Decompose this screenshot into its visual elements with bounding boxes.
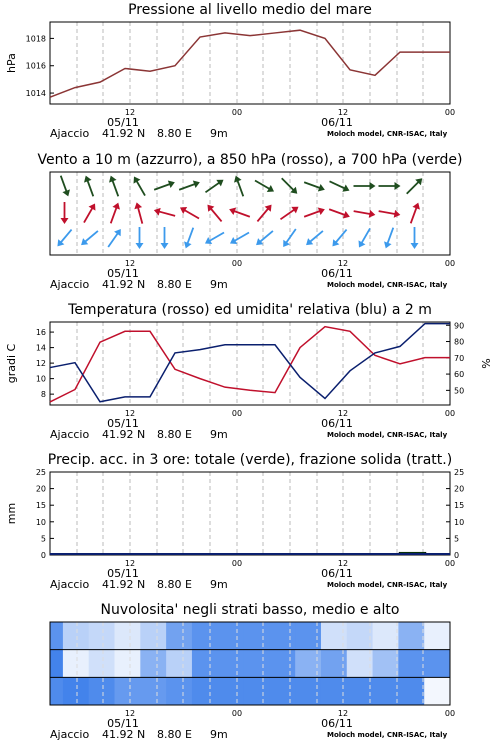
wind-arrow [203, 176, 226, 195]
site-name: Ajaccio [50, 127, 90, 140]
x-tick-label: 12 [124, 709, 136, 718]
y-axis-label: hPa [5, 53, 18, 73]
cloud-cell [295, 677, 321, 705]
cloud-cell [89, 650, 115, 678]
site-lat: 41.92 N [102, 728, 146, 741]
y2-tick-label: 60 [454, 370, 465, 380]
wind-arrow-head [178, 204, 187, 214]
wind-arrow [382, 226, 397, 249]
credit: Moloch model, CNR-ISAC, Italy [327, 731, 448, 739]
site-elev: 9m [210, 428, 228, 441]
wind-arrow-head [203, 237, 212, 247]
wind-arrow [182, 226, 197, 249]
y-tick-label: 10 [35, 374, 46, 384]
wind-arrow-shaft [112, 179, 118, 196]
site-lon: 8.80 E [157, 428, 192, 441]
wind-arrow [411, 227, 419, 249]
wind-arrow [303, 205, 326, 220]
wind-arrow-head [62, 189, 72, 197]
wind-arrow-shaft [259, 231, 273, 243]
cloud-cell [218, 622, 244, 650]
wind-arrow-shaft [111, 206, 117, 223]
cloud-cell [269, 650, 295, 678]
wind-arrow [378, 207, 401, 219]
cloud-cell [398, 650, 424, 678]
wind-arrow-shaft [60, 230, 72, 244]
cloud-cell [89, 677, 115, 705]
wind-arrow-head [343, 211, 351, 221]
y2-axis-label: % [480, 358, 493, 369]
wind-arrow [61, 202, 69, 224]
wind-arrow-head [114, 227, 124, 237]
cloud-cell [295, 622, 321, 650]
y-tick-label: 10 [35, 517, 46, 527]
date-label: 05/11 [107, 116, 139, 129]
cloud-cell [269, 677, 295, 705]
chart-title: Vento a 10 m (azzurro), a 850 hPa (rosso), a 700 hPa (verde) [37, 152, 463, 168]
cloud-cell [269, 622, 295, 650]
wind-arrow [81, 201, 99, 224]
site-name: Ajaccio [50, 278, 90, 291]
wind-arrow-shaft [84, 207, 93, 223]
y-tick-label: 5 [40, 534, 46, 544]
credit: Moloch model, CNR-ISAC, Italy [327, 431, 448, 439]
wind-arrow [133, 201, 146, 224]
cloud-cell [373, 650, 399, 678]
wind-arrow-head [136, 243, 144, 249]
wind-arrow-head [370, 182, 376, 190]
chart-title: Nuvolosita' negli strati basso, medio e alto [100, 602, 400, 618]
wind-arrow-head [161, 243, 169, 249]
wind-arrow-head [318, 184, 326, 194]
temperature-line [50, 327, 450, 402]
y-axis-label: gradi C [5, 343, 18, 384]
site-lat: 41.92 N [102, 127, 146, 140]
y2-tick-label: 5 [454, 534, 460, 544]
x-tick-label: 00 [231, 409, 243, 418]
cloud-cell [63, 650, 89, 678]
cloud-cell [140, 677, 166, 705]
wind-arrow [328, 178, 351, 195]
wind-arrow-shaft [183, 210, 199, 219]
y2-tick-label: 25 [454, 468, 465, 477]
site-lon: 8.80 E [157, 578, 192, 591]
cloud-cell [63, 622, 89, 650]
wind-arrow [328, 205, 351, 220]
date-label: 06/11 [321, 417, 353, 430]
cloud-cell [115, 650, 141, 678]
y2-tick-label: 15 [454, 501, 465, 511]
cloud-cell [424, 677, 450, 705]
wind-arrow-shaft [329, 209, 346, 215]
cloud-cell [218, 677, 244, 705]
wind-arrow-shaft [108, 232, 118, 247]
y-tick-label: 15 [35, 501, 46, 511]
y2-tick-label: 50 [454, 386, 465, 396]
cloud-cell [424, 622, 450, 650]
site-elev: 9m [210, 127, 228, 140]
cloud-cell [192, 622, 218, 650]
wind-arrow [232, 174, 247, 197]
credit: Moloch model, CNR-ISAC, Italy [327, 281, 448, 289]
cloud-cell [63, 677, 89, 705]
wind-arrow-shaft [138, 206, 143, 223]
x-tick-label: 00 [444, 108, 456, 117]
date-label: 05/11 [107, 567, 139, 580]
wind-arrow [407, 201, 422, 224]
cloud-cell [166, 677, 192, 705]
cloud-cell [373, 677, 399, 705]
wind-arrow-shaft [208, 233, 224, 242]
y2-tick-label: 70 [454, 353, 465, 363]
wind-arrow [153, 178, 176, 193]
wind-arrow-head [89, 201, 99, 210]
y2-tick-label: 20 [454, 484, 465, 494]
cloud-cell [115, 677, 141, 705]
wind-arrow-shaft [87, 179, 93, 196]
y-tick-label: 0 [40, 551, 46, 560]
cloud-cell [89, 622, 115, 650]
wind-arrow-head [280, 240, 290, 250]
wind-arrow-shaft [304, 182, 321, 188]
wind-arrow-head [193, 178, 201, 188]
site-lat: 41.92 N [102, 428, 146, 441]
x-tick-label: 12 [124, 259, 136, 268]
x-tick-label: 00 [231, 108, 243, 117]
wind-arrow-head [318, 205, 326, 215]
wind-arrow-head [267, 185, 276, 195]
site-name: Ajaccio [50, 728, 90, 741]
wind-arrow [136, 227, 144, 249]
y-tick-label: 12 [35, 359, 46, 369]
wind-arrow-shaft [205, 182, 220, 192]
wind-arrow-head [342, 184, 351, 194]
date-label: 05/11 [107, 417, 139, 430]
wind-arrow [404, 175, 425, 196]
cloud-cell [347, 650, 373, 678]
plot-frame [50, 22, 450, 104]
wind-arrow [304, 228, 326, 248]
wind-arrow [228, 205, 251, 220]
y-tick-label: 1016 [25, 61, 46, 71]
y-tick-label: 25 [35, 468, 46, 477]
cloud-cell [373, 622, 399, 650]
site-lon: 8.80 E [157, 278, 192, 291]
cloud-cell [140, 622, 166, 650]
pressure-line [50, 30, 450, 97]
wind-arrow-shaft [187, 228, 193, 245]
cloud-cell [244, 622, 270, 650]
wind-arrow [178, 204, 201, 222]
wind-arrow [254, 228, 276, 248]
panel-2 [37, 152, 462, 291]
x-tick-label: 12 [337, 259, 349, 268]
wind-arrow-shaft [335, 230, 347, 244]
cloud-cell [166, 622, 192, 650]
cloud-cell [115, 622, 141, 650]
x-tick-label: 00 [444, 259, 456, 268]
wind-arrow-shaft [136, 180, 145, 196]
wind-arrow [131, 174, 149, 197]
cloud-cell [398, 677, 424, 705]
wind-arrow [107, 201, 122, 224]
wind-arrow [329, 227, 349, 249]
date-label: 06/11 [321, 267, 353, 280]
wind-arrow [161, 227, 169, 249]
wind-arrow-shaft [210, 208, 222, 222]
wind-arrow-shaft [407, 181, 420, 194]
y-tick-label: 20 [35, 484, 46, 494]
wind-arrow-head [412, 201, 422, 209]
y2-tick-label: 90 [454, 321, 465, 331]
y2-tick-label: 0 [454, 551, 460, 560]
x-tick-label: 12 [124, 108, 136, 117]
site-elev: 9m [210, 278, 228, 291]
y2-tick-label: 10 [454, 517, 465, 527]
wind-arrow [153, 206, 176, 219]
cloud-cell [218, 650, 244, 678]
wind-arrow [254, 202, 274, 224]
y-tick-label: 14 [35, 343, 46, 353]
wind-arrow-shaft [285, 229, 295, 244]
wind-arrow [82, 174, 97, 197]
wind-arrow-head [168, 178, 176, 188]
x-tick-label: 00 [444, 709, 456, 718]
panel-3 [5, 302, 493, 441]
wind-arrow-shaft [387, 228, 393, 245]
wind-arrow-shaft [379, 211, 397, 214]
wind-arrow [178, 178, 201, 193]
wind-arrow-shaft [237, 179, 243, 196]
site-lat: 41.92 N [102, 278, 146, 291]
plot-frame [50, 472, 450, 555]
panel-1 [5, 2, 455, 140]
credit: Moloch model, CNR-ISAC, Italy [327, 581, 448, 589]
wind-arrow-shaft [61, 176, 67, 193]
wind-arrow-head [228, 237, 237, 247]
wind-arrow-head [291, 203, 301, 213]
wind-arrow [54, 227, 74, 249]
wind-arrow [79, 228, 101, 248]
date-label: 06/11 [321, 116, 353, 129]
wind-arrow [203, 229, 226, 247]
site-elev: 9m [210, 728, 228, 741]
date-label: 06/11 [321, 717, 353, 730]
x-tick-label: 12 [124, 559, 136, 568]
wind-arrow-head [112, 201, 122, 209]
wind-arrow-head [107, 174, 117, 182]
cloud-cell [50, 650, 63, 678]
y-axis-label: mm [5, 502, 18, 525]
wind-arrow [57, 174, 72, 197]
cloud-cell [347, 677, 373, 705]
date-label: 05/11 [107, 267, 139, 280]
wind-arrow [107, 174, 122, 197]
wind-arrow [353, 207, 376, 219]
panel-5 [50, 602, 455, 741]
wind-arrow [204, 202, 224, 224]
wind-arrow [354, 182, 376, 190]
wind-arrow-shaft [233, 211, 250, 217]
chart-title: Pressione al livello medio del mare [128, 2, 372, 18]
x-tick-label: 12 [337, 108, 349, 117]
chart-title: Precip. acc. in 3 ore: totale (verde), frazione solida (tratt.) [47, 452, 453, 468]
site-lon: 8.80 E [157, 127, 192, 140]
wind-arrow-head [356, 240, 366, 249]
wind-arrow-shaft [361, 228, 370, 244]
x-tick-label: 00 [444, 559, 456, 568]
y-tick-label: 1018 [25, 34, 46, 44]
cloud-cell [192, 677, 218, 705]
x-tick-label: 12 [337, 409, 349, 418]
wind-arrow-shaft [158, 211, 175, 216]
site-lat: 41.92 N [102, 578, 146, 591]
wind-arrow-head [228, 205, 236, 215]
cloud-cell [244, 650, 270, 678]
cloud-cell [347, 622, 373, 650]
wind-arrow-shaft [354, 211, 372, 214]
y-tick-label: 8 [40, 390, 46, 400]
wind-arrow [228, 229, 251, 247]
cloud-cell [192, 650, 218, 678]
x-tick-label: 12 [337, 559, 349, 568]
wind-arrow-shaft [280, 209, 295, 219]
x-tick-label: 00 [231, 259, 243, 268]
cloud-cell [166, 650, 192, 678]
cloud-cell [424, 650, 450, 678]
credit: Moloch model, CNR-ISAC, Italy [327, 130, 448, 138]
wind-arrow [253, 177, 276, 195]
cloud-cell [50, 677, 63, 705]
y2-tick-label: 80 [454, 337, 465, 347]
site-name: Ajaccio [50, 428, 90, 441]
cloud-cell [398, 622, 424, 650]
wind-arrow-shaft [84, 231, 98, 243]
site-name: Ajaccio [50, 578, 90, 591]
cloud-cell [244, 677, 270, 705]
wind-arrow [278, 203, 301, 222]
cloud-cell [50, 622, 63, 650]
date-label: 06/11 [321, 567, 353, 580]
x-tick-label: 00 [444, 409, 456, 418]
x-tick-label: 12 [337, 709, 349, 718]
wind-arrow-shaft [282, 178, 295, 191]
wind-arrow-head [216, 176, 226, 186]
cloud-cell [140, 650, 166, 678]
wind-arrow-shaft [179, 184, 196, 190]
wind-arrow-head [133, 201, 142, 209]
plot-frame [50, 322, 450, 405]
wind-arrow-shaft [304, 211, 321, 217]
wind-arrow-shaft [309, 231, 323, 243]
wind-arrow [356, 226, 374, 249]
wind-arrow-head [61, 218, 69, 224]
panel-4 [5, 452, 464, 591]
x-tick-label: 00 [231, 559, 243, 568]
wind-arrow-head [82, 174, 92, 182]
wind-arrow-shaft [233, 233, 249, 242]
y-tick-label: 1014 [25, 89, 46, 99]
chart-title: Temperatura (rosso) ed umidita' relativa (blu) a 2 m [68, 302, 432, 318]
date-label: 05/11 [107, 717, 139, 730]
wind-arrow-shaft [411, 206, 417, 223]
wind-arrow-head [411, 243, 419, 249]
site-elev: 9m [210, 578, 228, 591]
wind-arrow [303, 178, 326, 193]
x-tick-label: 12 [124, 409, 136, 418]
site-lon: 8.80 E [157, 728, 192, 741]
wind-arrow-head [131, 174, 141, 183]
cloud-cell [295, 650, 321, 678]
y-tick-label: 16 [35, 328, 46, 338]
wind-arrow [105, 227, 124, 250]
x-tick-label: 00 [231, 709, 243, 718]
wind-arrow-head [382, 241, 392, 249]
